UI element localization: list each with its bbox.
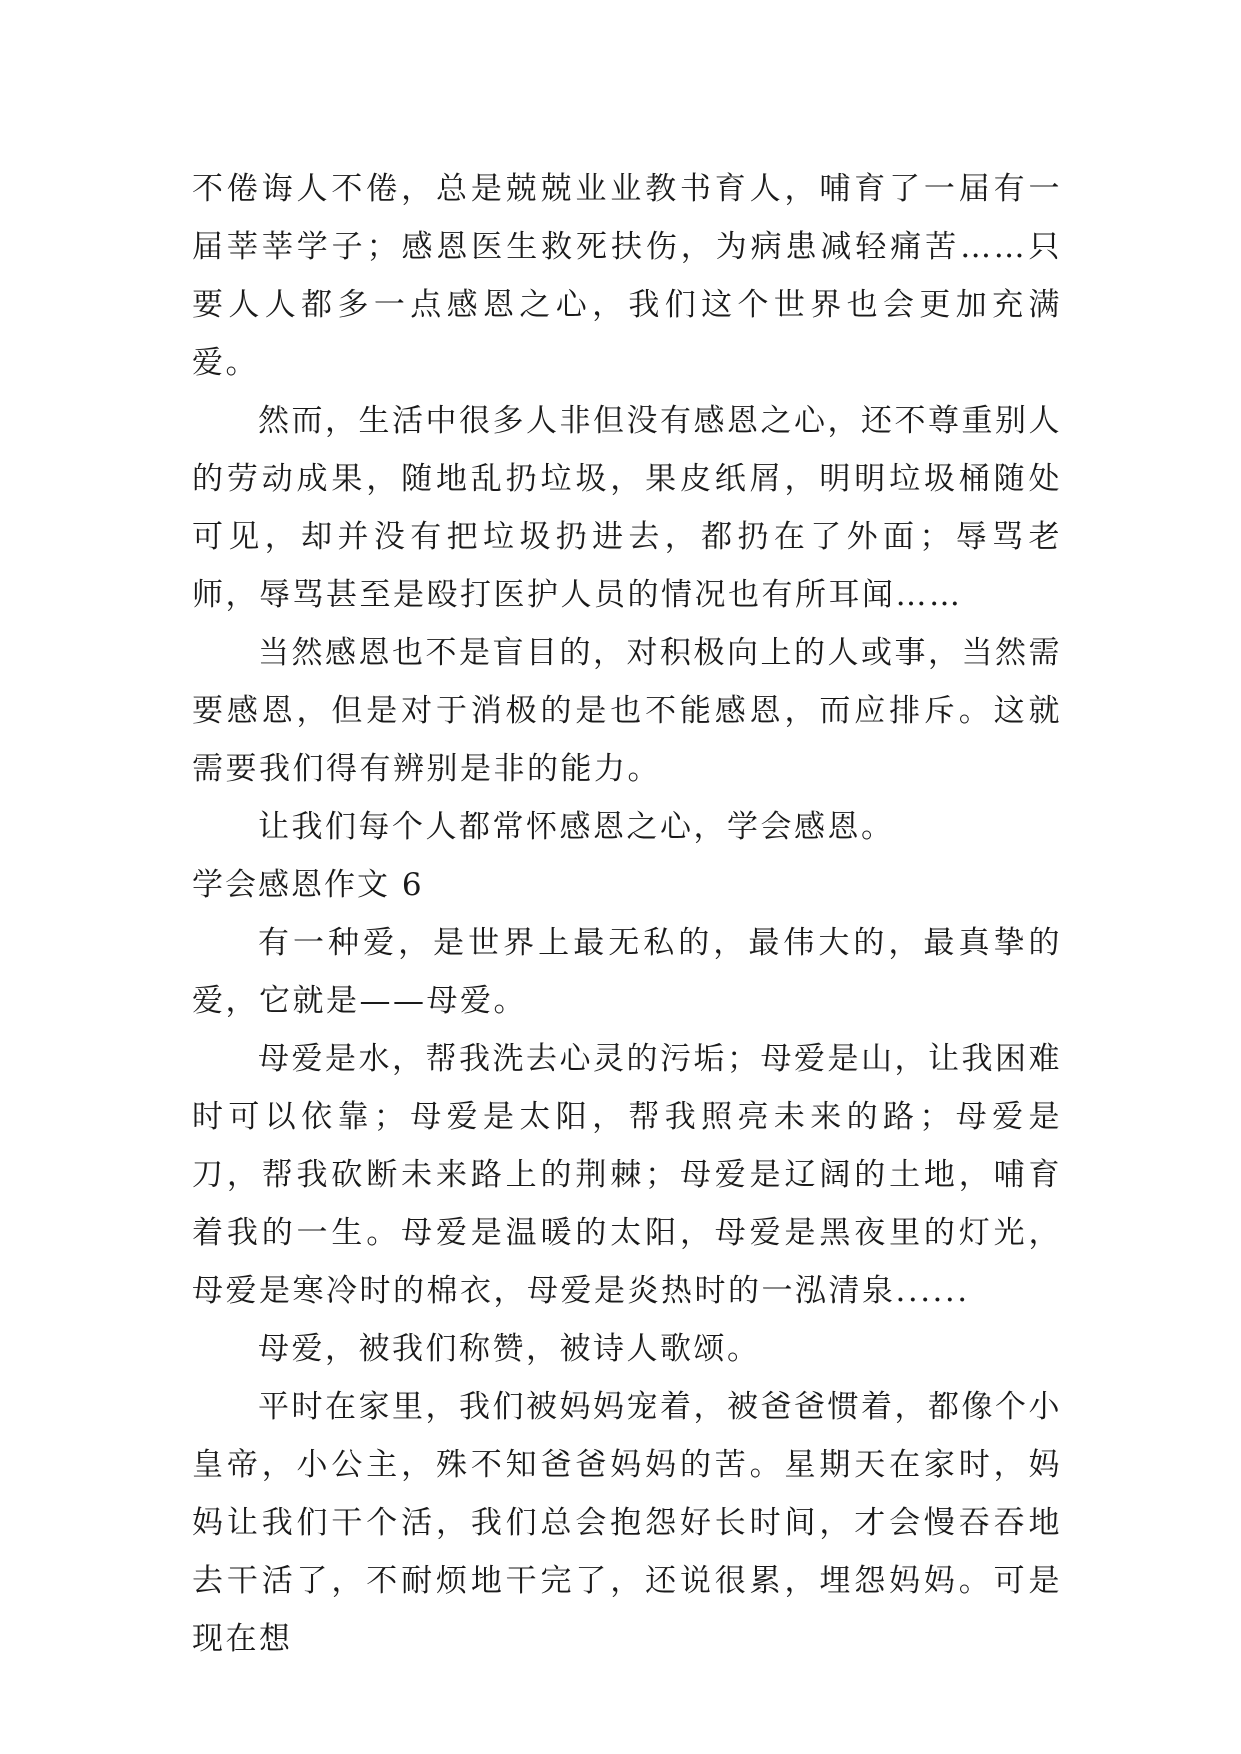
- section-heading: 学会感恩作文 6: [192, 867, 424, 903]
- body-paragraph: 不倦诲人不倦，总是兢兢业业教书育人，哺育了一届有一届莘莘学子；感恩医生救死扶伤，为病患减轻痛苦……只要人人都多一点感恩之心，我们这个世界也会更加充满爱。: [192, 171, 1062, 381]
- body-paragraph: 当然感恩也不是盲目的，对积极向上的人或事，当然需要感恩，但是对于消极的是也不能感恩，而应排斥。这就需要我们得有辨别是非的能力。: [192, 635, 1062, 787]
- body-paragraph: 母爱，被我们称赞，被诗人歌颂。: [258, 1331, 761, 1367]
- body-paragraph: 母爱是水，帮我洗去心灵的污垢；母爱是山，让我困难时可以依靠；母爱是太阳，帮我照亮未来的路；母爱是刀，帮我砍断未来路上的荆棘；母爱是辽阔的土地，哺育着我的一生。母爱是温暖的太阳，母爱是黑夜里的灯光，母爱是寒冷时的棉衣，母爱是炎热时的一泓清泉......: [192, 1041, 1062, 1309]
- body-paragraph: 平时在家里，我们被妈妈宠着，被爸爸惯着，都像个小皇帝，小公主，殊不知爸爸妈妈的苦。星期天在家时，妈妈让我们干个活，我们总会抱怨好长时间，才会慢吞吞地去干活了，不耐烦地干完了，还说很累，埋怨妈妈。可是现在想: [192, 1389, 1062, 1657]
- body-paragraph: 有一种爱，是世界上最无私的，最伟大的，最真挚的爱，它就是——母爱。: [192, 925, 1062, 1019]
- document-body: [192, 160, 1062, 1668]
- body-paragraph: 然而，生活中很多人非但没有感恩之心，还不尊重别人的劳动成果，随地乱扔垃圾，果皮纸屑，明明垃圾桶随处可见，却并没有把垃圾扔进去，都扔在了外面；辱骂老师，辱骂甚至是殴打医护人员的情况也有所耳闻……: [192, 403, 1062, 613]
- body-paragraph: 让我们每个人都常怀感恩之心，学会感恩。: [258, 809, 895, 845]
